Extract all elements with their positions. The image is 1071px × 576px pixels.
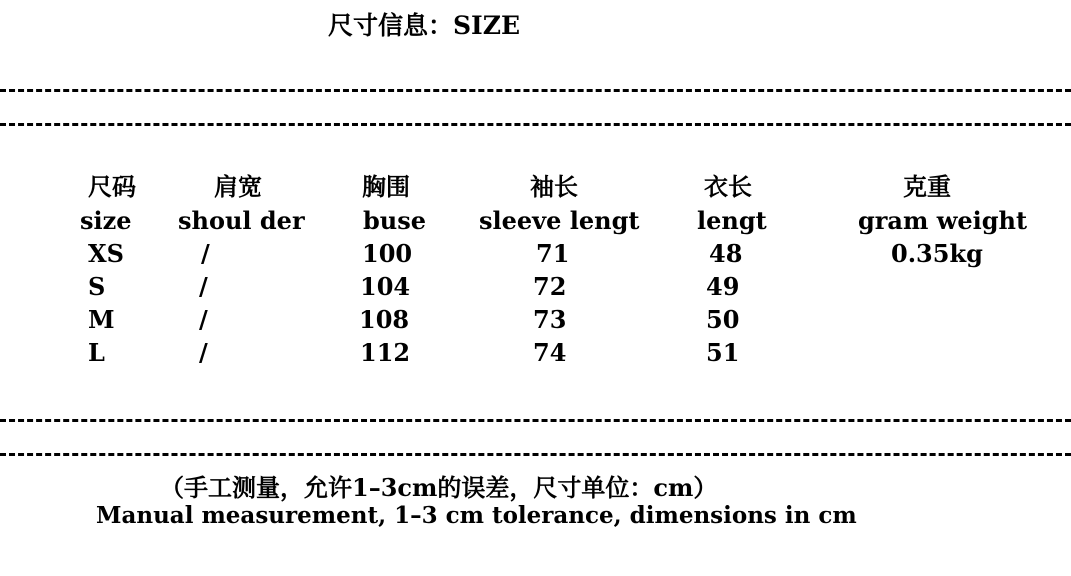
header-zh-shoulder: 肩宽 [214, 172, 262, 201]
header-en-length: lengt [697, 206, 767, 235]
cell-sleeve-2: 73 [533, 305, 567, 334]
cell-bust-2: 108 [359, 305, 410, 334]
cell-size-2: M [88, 305, 115, 334]
header-en-shoulder: shoul der [178, 206, 305, 235]
dashed-divider-bottom-1 [0, 419, 1071, 422]
page-title: 尺寸信息：SIZE [328, 11, 521, 40]
cell-shoulder-0: / [201, 239, 210, 268]
dashed-divider-top-1 [0, 89, 1071, 92]
header-zh-sleeve: 袖长 [530, 172, 578, 201]
header-zh-length: 衣长 [704, 172, 752, 201]
cell-length-1: 49 [706, 272, 740, 301]
cell-bust-0: 100 [362, 239, 413, 268]
cell-size-0: XS [88, 239, 124, 268]
cell-size-3: L [88, 338, 105, 367]
dashed-divider-top-2 [0, 123, 1071, 126]
header-zh-size: 尺码 [88, 172, 136, 201]
measurement-note-zh: （手工测量，允许1–3cm的误差，尺寸单位：cm） [160, 473, 718, 502]
header-zh-weight: 克重 [903, 172, 951, 201]
cell-shoulder-2: / [199, 305, 208, 334]
cell-sleeve-3: 74 [533, 338, 567, 367]
dashed-divider-bottom-2 [0, 453, 1071, 456]
header-zh-bust: 胸围 [362, 172, 410, 201]
cell-weight-0: 0.35kg [891, 239, 983, 268]
size-table [0, 166, 1071, 376]
cell-shoulder-1: / [199, 272, 208, 301]
cell-sleeve-1: 72 [533, 272, 567, 301]
cell-length-3: 51 [706, 338, 740, 367]
measurement-note-en: Manual measurement, 1–3 cm tolerance, dimensions in cm [96, 502, 857, 529]
cell-size-1: S [88, 272, 106, 301]
cell-length-0: 48 [709, 239, 743, 268]
cell-length-2: 50 [706, 305, 740, 334]
cell-sleeve-0: 71 [536, 239, 570, 268]
cell-bust-3: 112 [360, 338, 411, 367]
header-en-size: size [80, 206, 132, 235]
cell-shoulder-3: / [199, 338, 208, 367]
header-en-bust: buse [363, 206, 427, 235]
cell-bust-1: 104 [360, 272, 411, 301]
header-en-weight: gram weight [858, 206, 1028, 235]
header-en-sleeve: sleeve lengt [479, 206, 640, 235]
